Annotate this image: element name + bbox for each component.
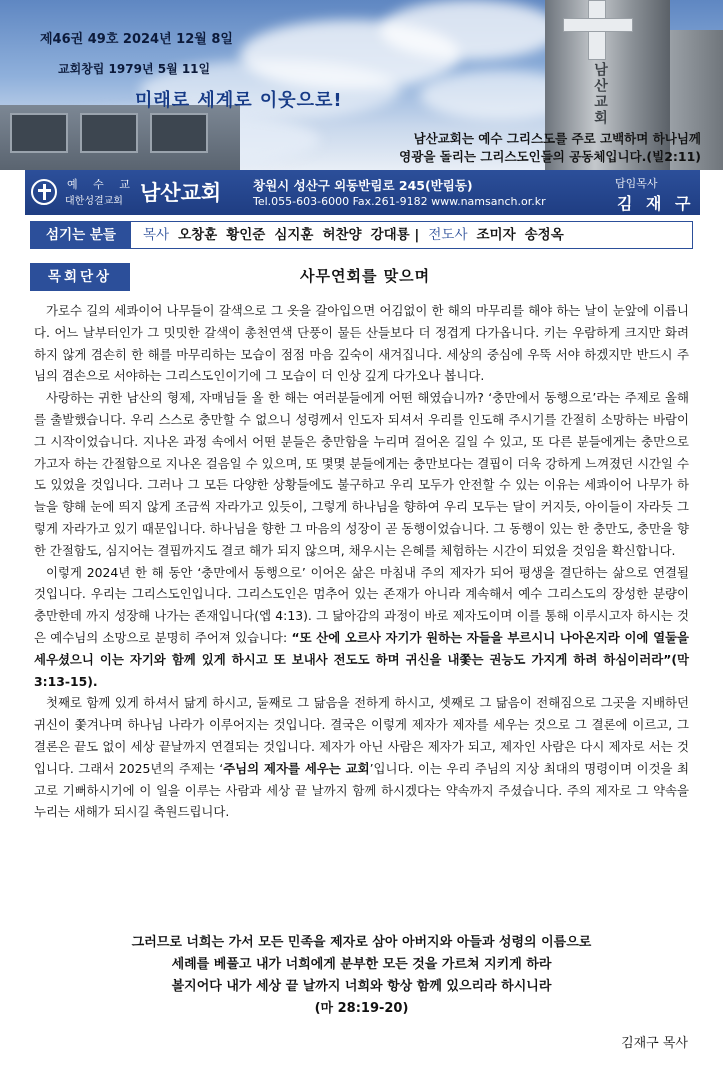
issue-info: 제46권 49호 2024년 12월 8일	[40, 32, 233, 47]
staff-member: 송정옥	[524, 227, 564, 243]
paragraph	[34, 692, 689, 823]
denomination-top: 예 수 교	[67, 178, 136, 191]
staff-member: 황인준	[226, 227, 266, 243]
building-window	[150, 113, 208, 153]
staff-row	[30, 221, 693, 249]
church-logo-icon	[31, 179, 57, 205]
role-pastor: 목사	[143, 227, 170, 243]
staff-member: 허찬양	[322, 227, 362, 243]
verse-line: 그러므로 너희는 가서 모든 민족을 제자로 삼아 아버지와 아들과 성령의 이름으로	[131, 935, 592, 950]
author-signature: 김재구 목사	[621, 1036, 688, 1051]
staff-member: 강대룡 |	[370, 227, 420, 243]
theme-2025: 주님의 제자를 세우는 교회	[223, 760, 370, 776]
church-motto: 미래로 세계로 이웃으로!	[135, 90, 343, 111]
staff-member: 심지훈	[274, 227, 314, 243]
founding-date: 교회창립 1979년 5월 11일	[58, 62, 211, 76]
staff-member: 조미자	[476, 227, 516, 243]
cloud	[380, 0, 560, 60]
verse-reference: (마 28:19-20)	[314, 1001, 409, 1016]
column-title: 사무연회를 맞으며	[300, 267, 431, 285]
paragraph: 사랑하는 귀한 남산의 형제, 자매님들 올 한 해는 여러분들에게 어떤 해였습니까? ‘충만에서 동행으로’라는 주제로 올해를 출발했습니다. 우리 스스로 충만할 수 없으니 성령께서 인도자 되셔서 우리를 인도해 주시기를 간절히 소망하는 바람이 그 시작이었습니다. 지나온 과정 속에서 어떤 분들은 충만함을 누리며 걸어온 길일 수 있고, 또 다른 분들에게는 충만으로 가고자 하는 간절함으로 지나온 걸음일 수 있으며, 또 몇몇 분들에게는 충만보다는 결핍이 더욱 강하게 느껴졌던 시간일 수도 있었을 것입니다. 그러나 그 모든 다양한 상황들에도 불구하고 우리 모두가 안전할 수 있는 이유는 세콰이어 나무가 하늘을 향해 눈에 띄지 않게 조금씩 자라가고 있듯이, 그렇게 하나님을 향하여 우리 모두는 달이 커지듯, 아이들이 자라듯 그렇게 자라가고 있기 때문입니다. 하나님을 향한 그 마음의 성장이 곧 동행이었습니다. 그 동행이 있는 한 충만도, 충만을 향한 간절함도, 심지어는 결핍까지도 결코 해가 되지 않으며, 채우시는 은혜를 체험하는 시간이 되었을 것임을 확신합니다.	[34, 390, 689, 558]
paragraph-text: 첫째로 함께 있게 하셔서 닮게 하시고, 둘째로 그 닮음을 전하게 하시고, 셋째로 그 닮음이 전해짐으로 그곳을 지배하던 귀신이 쫓겨나며 하나님 나라가 이루어지는 것입니다. 결국은 이렇게 제자가 제자를 세우는 것으로 그 결론에 이르고, 그 결론은 끝도 없이 세상 끝날까지 연결되는 것입니다. 제자가 아닌 사람은 제자가 되고, 제자인 사람은 다시 제자로 서는 것입니다. 그래서 2025년의 주제는 ‘	[34, 695, 690, 776]
verse-line: 볼지어다 내가 세상 끝 날까지 너희와 항상 함께 있으리라 하시니라	[171, 979, 552, 994]
church-contact: Tel.055-603-6000 Fax.261-9182 www.namsanch.or.kr	[253, 195, 546, 208]
paragraph	[34, 562, 689, 693]
church-address: 창원시 성산구 외동반림로 245(반림동)	[253, 178, 473, 193]
paragraph: 가로수 길의 세콰이어 나무들이 갈색으로 그 옷을 갈아입으면 어김없이 한 해의 마무리를 해야 하는 날이 눈앞에 이릅니다. 어느 날부터인가 그 밋밋한 갈색이 총천연색 단풍이 물든 산들보다 더 정겹게 다가옵니다. 키는 우람하게 크지만 화려하지 않게 겸손히 한 해를 마무리하는 모습이 점점 마음 깊숙이 새겨집니다. 세상의 중심에 우뚝 서야 하겠지만 반드시 주님의 겸손으로 서야하는 그리스도인이기에 그 모습이 더 인상 깊게 다가오나 봅니다.	[34, 303, 689, 384]
paragraph-text: ’입니다. 이는 우리 주님의 지상 최대의 명령이며 이것을 최고로 기뻐하시기에 이 일을 이루는 사람과 세상 끝 날까지 함께 하시겠다는 약속까지 주셨습니다. 주의 제자로 그 약속을 누리는 새해가 되시길 축원드립니다.	[34, 760, 690, 820]
column-label: 목회단상	[30, 263, 130, 291]
building-window	[10, 113, 68, 153]
header-banner	[0, 0, 723, 170]
verse-line: 세례를 베풀고 내가 너희에게 분부한 모든 것을 가르쳐 지키게 하라	[171, 957, 552, 972]
slogan-line: 남산교회는 예수 그리스도를 주로 고백하며 하나님께	[413, 131, 701, 146]
denomination-bottom: 대한성결교회	[65, 196, 123, 207]
scripture-quote: “또 산에 오르사 자기가 원하는 자들을 부르시니 나아온지라 이에 열둘을 세우셨으니 이는 자기와 함께 있게 하시고 또 보내사 전도도 하며 귀신을 내쫓는 권능도 가지게 하려 하심이러라”(막 3:13-15).	[34, 629, 689, 689]
church-name: 남산교회	[140, 181, 222, 205]
pastor-name: 김 재 구	[617, 194, 695, 213]
tower-lettering: 남산교회	[592, 62, 608, 126]
church-building-image	[0, 105, 240, 170]
church-slogan	[399, 130, 701, 166]
paragraph-text: 이렇게 2024년 한 해 동안 ‘충만에서 동행으로’ 이어온 삶은 마침내 주의 제자가 되어 평생을 결단하는 삶으로 연결될 것입니다. 우리는 그리스도인입니다. 그리스도인은 멈추어 있는 존재가 아니라 계속해서 예수 그리스도의 장성한 분량이 충만한데 까지 성장해 나가는 존재입니다(엡 4:13). 그 닮아감의 과정이 바로 제자도이며 이를 통해 이루시고자 하시는 것은 예수님의 소망으로 분명히 주어져 있습니다:	[34, 564, 689, 645]
staff-member: 오창훈	[178, 227, 218, 243]
staff-list	[143, 222, 573, 248]
building-window	[80, 113, 138, 153]
pastor-title: 담임목사	[615, 177, 658, 190]
closing-verse	[40, 932, 683, 1020]
church-info-bar	[25, 170, 700, 215]
column-body	[34, 300, 689, 823]
role-evangelist: 전도사	[428, 227, 468, 243]
cross-icon-bar	[563, 18, 633, 32]
staff-label: 섬기는 분들	[31, 222, 131, 248]
slogan-line: 영광을 돌리는 그리스도인들의 공동체입니다.(빌2:11)	[399, 149, 701, 164]
